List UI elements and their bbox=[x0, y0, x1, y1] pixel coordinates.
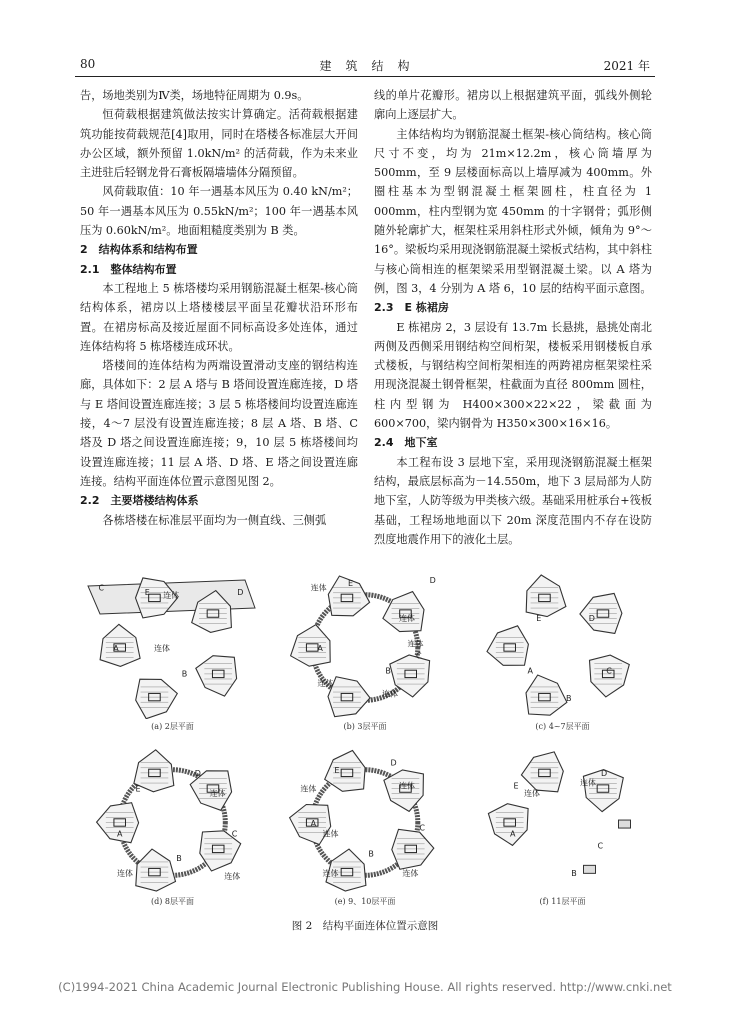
header-rule bbox=[75, 76, 655, 77]
paragraph: 各栋塔楼在标准层平面均为一侧直线、三侧弧 bbox=[102, 513, 327, 527]
page-number: 80 bbox=[80, 57, 96, 71]
section-heading: 2 结构体系和结构布置 bbox=[80, 243, 198, 257]
subfigure-caption: (e) 9、10层平面 bbox=[334, 897, 396, 906]
floor-plan-drawing bbox=[80, 743, 265, 894]
tower-label: C bbox=[597, 841, 604, 851]
floor-plan-panel bbox=[80, 743, 265, 908]
floor-plan-panel bbox=[80, 568, 265, 733]
link-bridge-label: 连体 bbox=[382, 689, 398, 699]
subfigure-caption: (c) 4~7层平面 bbox=[535, 722, 590, 731]
copyright-footer: (C)1994-2021 China Academic Journal Electronic Publishing House. All rights reserved. http://www.cnki.net bbox=[58, 980, 672, 994]
link-bridge-label: 连体 bbox=[524, 788, 540, 798]
link-bridge-label: 连体 bbox=[224, 871, 241, 881]
link-bridge-label: 连体 bbox=[407, 639, 424, 649]
tower-label: C bbox=[231, 829, 238, 839]
link-bridge-label: 连体 bbox=[322, 829, 339, 839]
floor-plan-panel bbox=[280, 743, 450, 908]
link-bridge-label: 连体 bbox=[317, 678, 334, 688]
link-bridge-label: 连体 bbox=[580, 778, 596, 788]
tower-label: E bbox=[513, 781, 519, 791]
tower-label: A bbox=[310, 819, 317, 829]
tower-label: A bbox=[117, 829, 123, 839]
tower-label: B bbox=[181, 669, 188, 679]
floor-plan-drawing bbox=[475, 568, 650, 719]
tower-label: D bbox=[588, 613, 595, 623]
link-bridge-label: 连体 bbox=[154, 644, 170, 654]
subfigure-caption: (f) 11层平面 bbox=[539, 897, 586, 906]
paragraph: 塔楼间的连体结构为两端设置滑动支座的钢结构连廊，具体如下：2 层 A 塔与 B 塔间设置连廊连接，D 塔与 E 塔间设置连廊连接；3 层 5 栋塔楼间均设置连廊连接，4～7 层没有设置连廊连接；8 层 A 塔、B 塔、C 塔及 D 塔之间设置连廊连接；9，10 层 5 栋塔楼间均设置连廊连接；11 层 A 塔、D 塔、E 塔之间设置连廊连接。结构平面连体位置示意图见图 2。 bbox=[80, 359, 358, 488]
floor-plan-panel bbox=[280, 568, 450, 733]
link-bridge-label: 连体 bbox=[399, 781, 415, 791]
tower-label: E bbox=[536, 613, 542, 623]
subsection-heading: 2.4 地下室 bbox=[374, 436, 438, 450]
subsection-heading: 2.1 整体结构布置 bbox=[80, 262, 177, 276]
paragraph: E 栋裙房 2，3 层设有 13.7m 长悬挑，悬挑处南北两侧及西侧采用钢结构空间桁架，楼板采用钢楼板自承式楼板，与钢结构空间桁架相连的两跨裙房框架梁柱采用现浇混凝土钢骨框架，柱截面为直径 800mm 圆柱，柱内型钢为 H400×300×22×22，梁截面为 600×700，梁内钢骨为 H350×300×16×16。 bbox=[374, 320, 652, 431]
tower-label: D bbox=[194, 769, 201, 779]
tower-label: D bbox=[429, 576, 436, 586]
tower-label: B bbox=[176, 853, 182, 863]
tower-label: E bbox=[334, 766, 340, 776]
floor-plan-drawing bbox=[280, 743, 450, 894]
tower-label: D bbox=[601, 769, 608, 779]
publication-year: 2021 年 bbox=[603, 59, 650, 73]
tower-label: C bbox=[419, 823, 425, 833]
tower-label: B bbox=[571, 868, 577, 878]
paragraph: 恒荷载根据建筑做法按实计算确定。活荷载根据建筑功能按荷载规范[4]取用，同时在塔楼各标准层大开间办公区域，额外预留 1.0kN/m² 的活荷载，作为未来业主进驻后轻钢龙骨石膏板隔墙墙体分隔预留。 bbox=[80, 108, 358, 180]
link-bridge-label: 连体 bbox=[310, 583, 327, 593]
tower-label: E bbox=[348, 579, 354, 589]
tower-label: D bbox=[390, 758, 397, 768]
floor-plan-panel bbox=[475, 743, 650, 908]
tower-label: A bbox=[317, 644, 323, 654]
tower-label: B bbox=[368, 849, 374, 859]
tower-label: B bbox=[566, 693, 572, 703]
link-bridge-label: 连体 bbox=[300, 784, 317, 794]
tower-label: C bbox=[416, 651, 422, 661]
link-bridge-label: 连体 bbox=[322, 868, 339, 878]
paragraph: 主体结构均为钢筋混凝土框架-核心筒结构。核心筒尺寸不变，均为 21m×12.2m，核心筒墙厚为 500mm，至 9 层楼面标高以上墙厚减为 400mm。外圈柱基本为型钢混凝土框架圆柱，柱直径为 1 000mm，柱内型钢为宽 450mm 的十字钢骨；弧形侧随外轮廓扩大，框架柱采用斜柱形式外倾，倾角为 9°～16°。梁板均采用现浇钢筋混凝土梁板式结构，其中斜柱与核心筒相连的框架梁采用型钢混凝土梁。以 A 塔为例，图 3，4 分别为 A 塔 6，10 层的结构平面示意图。 bbox=[374, 127, 652, 295]
tower-label: E bbox=[144, 588, 150, 598]
link-bridge-label: 连体 bbox=[117, 868, 133, 878]
link-bridge-label: 连体 bbox=[209, 788, 226, 798]
paragraph: 本工程地上 5 栋塔楼均采用钢筋混凝土框架-核心筒结构体系，裙房以上塔楼楼层平面呈花瓣状沿环形布置。在裙房标高及接近屋面不同标高设多处连体，通过连体结构将 5 栋塔楼连成环状。 bbox=[80, 281, 358, 353]
link-bridge-label: 连体 bbox=[399, 613, 415, 623]
link-bridge-label: 连体 bbox=[163, 591, 180, 601]
tower-label: A bbox=[527, 666, 533, 676]
link-bridge-label: 连体 bbox=[402, 868, 419, 878]
paragraph: 风荷载取值：10 年一遇基本风压为 0.40 kN/m²；50 年一遇基本风压为 0.55kN/m²；100 年一遇基本风压为 0.60kN/m²。地面粗糙度类别为 B 类。 bbox=[80, 185, 358, 238]
subsection-heading: 2.3 E 栋裙房 bbox=[374, 301, 449, 315]
tower-label: D bbox=[237, 588, 244, 598]
journal-title: 建 筑 结 构 bbox=[319, 59, 411, 73]
figure-2-floor-plans bbox=[80, 568, 650, 908]
subfigure-caption: (d) 8层平面 bbox=[151, 897, 194, 906]
right-column bbox=[374, 86, 652, 549]
tower-label: A bbox=[510, 829, 516, 839]
subsection-heading: 2.2 主要塔楼结构体系 bbox=[80, 494, 199, 508]
floor-plan-drawing bbox=[475, 743, 650, 894]
tower-label: A bbox=[113, 644, 119, 654]
tower-label: C bbox=[98, 583, 105, 593]
floor-plan-drawing bbox=[280, 568, 450, 719]
subfigure-caption: (a) 2层平面 bbox=[151, 722, 194, 731]
subfigure-caption: (b) 3层平面 bbox=[343, 722, 387, 731]
floor-plan-drawing bbox=[80, 568, 265, 719]
left-column bbox=[80, 86, 358, 530]
floor-plan-panel bbox=[475, 568, 650, 733]
tower-label: E bbox=[135, 784, 141, 794]
paragraph: 本工程布设 3 层地下室，采用现浇钢筋混凝土框架结构，最底层标高为－14.550m，地下 3 层局部为人防地下室，人防等级为甲类核六级。基础采用桩承台+筏板基础，工程场地地面以下 20m 深度范围内不存在设防烈度地震作用下的液化土层。 bbox=[374, 455, 652, 546]
tower-label: B bbox=[385, 666, 391, 676]
paragraph: 线的单片花瓣形。裙房以上根据建筑平面，弧线外侧轮廓向上逐层扩大。 bbox=[374, 89, 652, 122]
paragraph: 告，场地类别为Ⅳ类，场地特征周期为 0.9s。 bbox=[80, 89, 309, 102]
tower-label: C bbox=[606, 666, 612, 676]
figure-caption: 图 2 结构平面连体位置示意图 bbox=[291, 920, 439, 932]
